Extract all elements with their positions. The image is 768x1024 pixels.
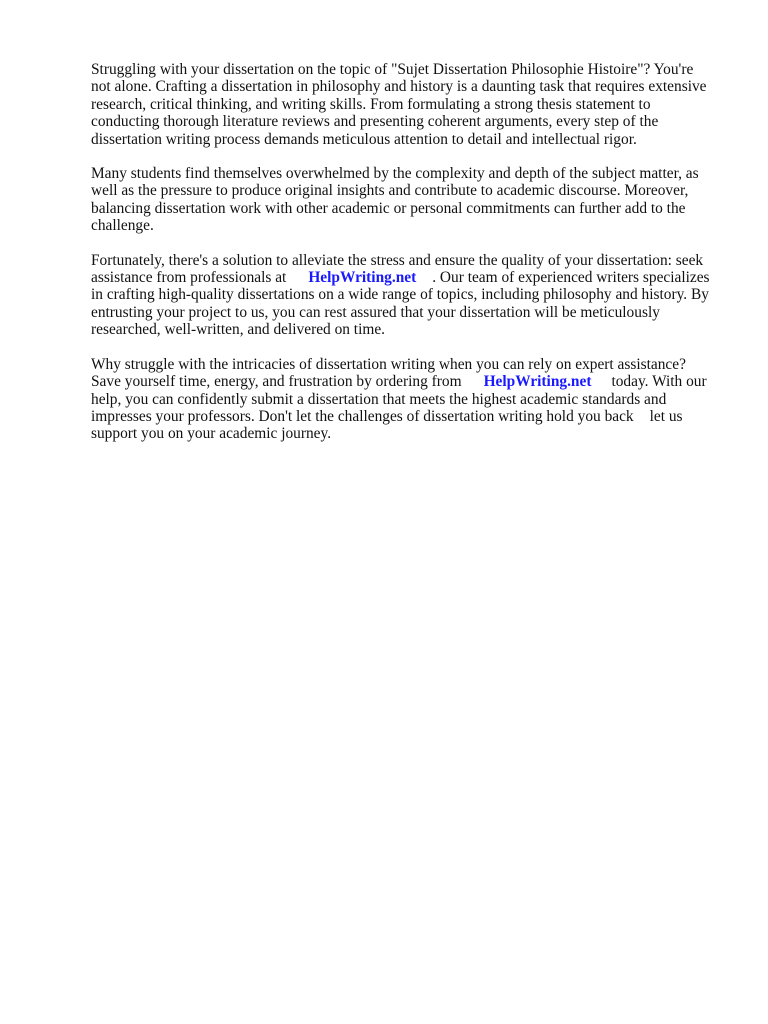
text-line: not alone. Crafting a dissertation in philosophy and history is a daunting task that requires extensive: [91, 78, 707, 96]
text-line: Many students find themselves overwhelmed by the complexity and depth of the subject matter, as: [91, 165, 699, 183]
text-line: researched, well-written, and delivered on time.: [91, 321, 386, 339]
text-segment: let us: [649, 407, 683, 425]
text-line: in crafting high-quality dissertations on a wide range of topics, including philosophy and history. By: [91, 286, 709, 304]
paragraph-intro: [91, 61, 721, 148]
text-segment: . Our team of experienced writers specializes: [432, 269, 710, 287]
text-line: research, critical thinking, and writing skills. From formulating a strong thesis statement to: [91, 95, 651, 113]
document-body: [91, 61, 721, 460]
text-line: well as the pressure to produce original insights and contribute to academic discourse. Moreover,: [91, 182, 689, 200]
text-line: Why struggle with the intricacies of dissertation writing when you can rely on expert assistance?: [91, 355, 686, 373]
text-line: help, you can confidently submit a dissertation that meets the highest academic standards and: [91, 390, 667, 408]
text-line: challenge.: [91, 217, 154, 235]
text-line: Struggling with your dissertation on the topic of "Sujet Dissertation Philosophie Histoire"? You're: [91, 61, 694, 78]
text-line: conducting thorough literature reviews and presenting coherent arguments, every step of the: [91, 113, 659, 131]
text-line: [91, 373, 721, 390]
text-line: dissertation writing process demands meticulous attention to detail and intellectual rigor.: [91, 130, 637, 148]
text-segment: assistance from professionals at: [91, 269, 287, 287]
paragraph-challenges: [91, 165, 721, 235]
text-segment: Save yourself time, energy, and frustration by ordering from: [91, 373, 462, 391]
paragraph-solution: [91, 252, 721, 339]
text-line: Fortunately, there's a solution to alleviate the stress and ensure the quality of your dissertation: seek: [91, 251, 704, 269]
text-line: [91, 269, 721, 286]
text-line: entrusting your project to us, you can rest assured that your dissertation will be meticulously: [91, 303, 660, 321]
helpwriting-link[interactable]: HelpWriting.net: [308, 269, 417, 287]
text-line: [91, 408, 721, 425]
text-segment: today. With our: [611, 373, 707, 391]
text-segment: impresses your professors. Don't let the challenges of dissertation writing hold you back: [91, 407, 634, 425]
text-line: support you on your academic journey.: [91, 425, 332, 443]
helpwriting-link[interactable]: HelpWriting.net: [483, 373, 592, 391]
paragraph-call-to-action: [91, 356, 721, 443]
text-line: balancing dissertation work with other academic or personal commitments can further add to the: [91, 199, 686, 217]
